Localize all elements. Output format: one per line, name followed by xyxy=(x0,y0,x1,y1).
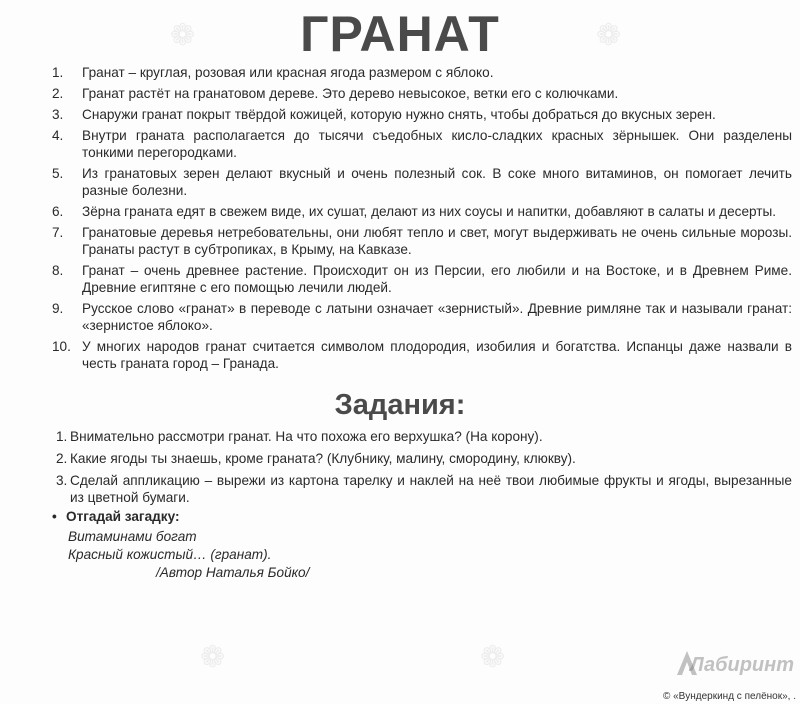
pomegranate-decoration-icon: ❁ xyxy=(170,19,196,52)
item-number: 2. xyxy=(52,86,64,101)
item-text: Русское слово «гранат» в переводе с латыни означает «зернистый». Древние римляне так и называли гранат: «зернистое яблоко». xyxy=(82,301,792,333)
item-number: 3. xyxy=(52,107,64,122)
tasks-heading: Задания: xyxy=(334,389,466,421)
item-text: Сделай аппликацию – вырежи из картона тарелку и наклей на неё твои любимые фрукты и ягоды, вырезанные из цветной бумаги. xyxy=(70,473,792,505)
item-number: 9. xyxy=(52,301,64,316)
riddle-title: Отгадай загадку: xyxy=(66,509,180,524)
item-text: Гранат – очень древнее растение. Происходит он из Персии, его любили и на Востоке, и в Древнем Риме. Древние египтяне с его помощью лечили людей. xyxy=(82,263,792,295)
item-number: 4. xyxy=(52,128,64,143)
item-number: 2. xyxy=(56,451,68,466)
list-item xyxy=(52,85,792,102)
item-number: 3. xyxy=(56,473,68,488)
item-text: Внутри граната располагается до тысячи съедобных кисло-сладких красных зёрнышек. Они разделены тонкими перегородками. xyxy=(82,128,792,160)
item-number: 8. xyxy=(52,263,64,278)
tasks-list xyxy=(56,428,792,511)
item-number: 6. xyxy=(52,204,64,219)
riddle-line: Красный кожистый… (гранат). xyxy=(68,547,272,562)
list-item xyxy=(52,127,792,161)
item-number: 10. xyxy=(52,339,71,354)
list-item xyxy=(56,472,792,506)
watermark: Лабиринт xyxy=(690,654,795,676)
list-item xyxy=(52,203,792,220)
list-item xyxy=(52,106,792,123)
item-number: 1. xyxy=(52,65,64,80)
item-text: Какие ягоды ты знаешь, кроме граната? (Клубнику, малину, смородину, клюкву). xyxy=(70,451,576,466)
list-item xyxy=(52,224,792,258)
riddle-author: /Автор Наталья Бойко/ xyxy=(156,565,310,580)
item-text: Зёрна граната едят в свежем виде, их сушат, делают из них соусы и напитки, добавляют в салаты и десерты. xyxy=(82,204,777,219)
item-text: У многих народов гранат считается символом плодородия, изобилия и богатства. Испанцы даже назвали в честь граната город – Гранада. xyxy=(82,339,792,371)
list-item xyxy=(52,300,792,334)
item-number: 5. xyxy=(52,166,64,181)
list-item xyxy=(52,64,792,81)
pomegranate-decoration-icon: ❁ xyxy=(200,641,226,674)
item-text: Гранат – круглая, розовая или красная ягода размером с яблоко. xyxy=(82,65,494,80)
list-item xyxy=(52,338,792,372)
item-text: Гранатовые деревья нетребовательны, они любят тепло и свет, могут выдерживать не очень сильные морозы. Гранаты растут в субтропиках, в Крыму, на Кавказе. xyxy=(82,225,792,257)
page-title: ГРАНАТ xyxy=(300,6,500,62)
pomegranate-decoration-icon: ❁ xyxy=(596,19,622,52)
riddle-heading xyxy=(52,509,179,524)
item-text: Снаружи гранат покрыт твёрдой кожицей, которую нужно снять, чтобы добраться до вкусных зерен. xyxy=(82,107,716,122)
list-item xyxy=(56,428,792,445)
item-number: 1. xyxy=(56,429,68,444)
copyright-text: © «Вундеркинд с пелёнок», . xyxy=(662,691,796,702)
list-item xyxy=(56,450,792,467)
riddle-text xyxy=(68,528,309,582)
pomegranate-decoration-icon: ❁ xyxy=(480,641,506,674)
item-number: 7. xyxy=(52,225,64,240)
riddle-line: Витаминами богат xyxy=(68,529,197,544)
list-item xyxy=(52,262,792,296)
bullet-icon: • xyxy=(52,509,57,524)
item-text: Гранат растёт на гранатовом дереве. Это дерево невысокое, ветки его с колючками. xyxy=(82,86,619,101)
item-text: Внимательно рассмотри гранат. На что похожа его верхушка? (На корону). xyxy=(70,429,543,444)
list-item xyxy=(52,165,792,199)
item-text: Из гранатовых зерен делают вкусный и очень полезный сок. В соке много витаминов, он помогает лечить разные болезни. xyxy=(82,166,792,198)
facts-list xyxy=(52,64,792,376)
